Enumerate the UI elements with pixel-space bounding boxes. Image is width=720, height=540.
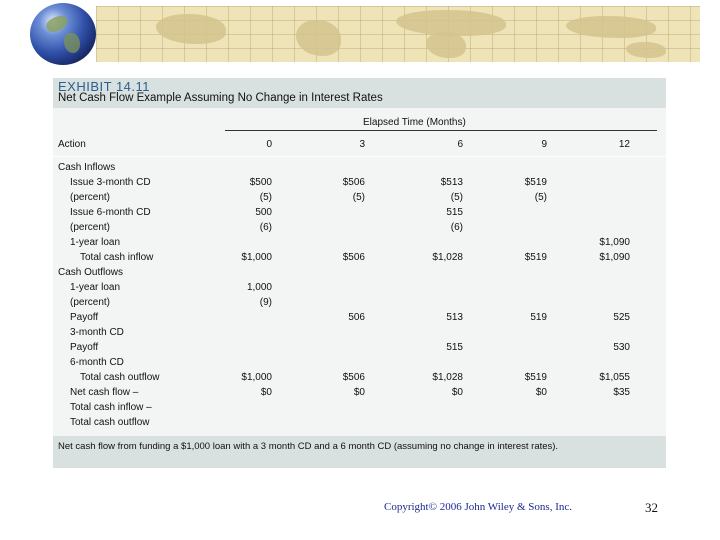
table-cell: $506 <box>342 252 365 263</box>
column-header: 12 <box>618 139 630 150</box>
exhibit-title: Net Cash Flow Example Assuming No Change in Interest Rates <box>58 92 383 104</box>
row-label: 3-month CD <box>70 327 124 338</box>
table-cell: $1,000 <box>241 372 272 383</box>
copyright-text: Copyright© 2006 John Wiley & Sons, Inc. <box>384 501 572 513</box>
table-cell: 515 <box>446 342 463 353</box>
table-row <box>53 162 666 177</box>
table-cell: 1,000 <box>246 282 272 293</box>
table-cell: (5) <box>534 192 547 203</box>
table-cell: $1,000 <box>241 252 272 263</box>
row-label: Payoff <box>70 312 99 323</box>
table-cell: $506 <box>342 372 365 383</box>
table-row <box>53 237 666 252</box>
exhibit-footnote: Net cash flow from funding a $1,000 loan with a 3 month CD and a 6 month CD (assuming no change in interest rates). <box>58 441 559 452</box>
map-continent <box>626 42 666 58</box>
table-cell: $519 <box>524 252 547 263</box>
globe-icon <box>30 3 96 65</box>
exhibit-footnote-band <box>53 436 666 468</box>
globe-landmass <box>44 14 69 35</box>
row-label: (percent) <box>70 192 111 203</box>
column-header: 6 <box>457 139 463 150</box>
table-cell: (9) <box>259 297 272 308</box>
table-cell: $500 <box>249 177 272 188</box>
table-cell: (5) <box>450 192 463 203</box>
map-continent <box>296 20 341 56</box>
table-cell: $0 <box>535 387 547 398</box>
table-cell: 515 <box>446 207 463 218</box>
row-label: Total cash outflow <box>80 372 160 383</box>
table-cell: 506 <box>348 312 365 323</box>
table-row <box>53 297 666 312</box>
row-label: Total cash outflow <box>70 417 150 428</box>
row-label: 6-month CD <box>70 357 124 368</box>
world-map-banner <box>96 6 700 62</box>
row-label: Total cash inflow <box>80 252 154 263</box>
table-row <box>53 402 666 417</box>
table-cell: $0 <box>260 387 272 398</box>
table-row <box>53 222 666 237</box>
table-cell: $506 <box>342 177 365 188</box>
table-row <box>53 357 666 372</box>
column-header: 3 <box>359 139 365 150</box>
table-header-row <box>53 134 666 156</box>
table-row <box>53 282 666 297</box>
table-row <box>53 177 666 192</box>
table-cell: (5) <box>259 192 272 203</box>
table-cell: 525 <box>613 312 630 323</box>
row-label: (percent) <box>70 222 111 233</box>
row-header-action: Action <box>58 139 86 150</box>
table-body <box>53 162 666 432</box>
table-row <box>53 327 666 342</box>
table-row <box>53 372 666 387</box>
header-rule <box>225 130 657 131</box>
table-row <box>53 387 666 402</box>
table-row <box>53 417 666 432</box>
table-cell: $0 <box>451 387 463 398</box>
row-label: Issue 6-month CD <box>70 207 151 218</box>
row-label: 1-year loan <box>70 282 121 293</box>
table-cell: 513 <box>446 312 463 323</box>
table-row <box>53 342 666 357</box>
table-row <box>53 192 666 207</box>
table-cell: $1,055 <box>599 372 630 383</box>
row-label: Cash Inflows <box>58 162 116 173</box>
table-cell: $1,028 <box>432 372 463 383</box>
row-label: Payoff <box>70 342 99 353</box>
row-label: Total cash inflow – <box>70 402 152 413</box>
table-row <box>53 267 666 282</box>
page-number: 32 <box>645 500 658 515</box>
table-cell: (6) <box>259 222 272 233</box>
table-cell: $519 <box>524 177 547 188</box>
table-cell: (5) <box>352 192 365 203</box>
row-label: Net cash flow – <box>70 387 139 398</box>
table-cell: $0 <box>353 387 365 398</box>
column-header: 0 <box>266 139 272 150</box>
row-label: Cash Outflows <box>58 267 124 278</box>
table-row <box>53 207 666 222</box>
table-cell: $35 <box>613 387 630 398</box>
map-continent <box>156 14 226 44</box>
table-row <box>53 312 666 327</box>
table-cell: 519 <box>530 312 547 323</box>
table-cell: $519 <box>524 372 547 383</box>
exhibit-header <box>53 78 666 108</box>
globe-landmass <box>64 33 80 53</box>
row-label: (percent) <box>70 297 111 308</box>
exhibit-number: EXHIBIT 14.11 <box>58 79 151 94</box>
header-separator <box>53 156 666 157</box>
table-cell: $1,090 <box>599 252 630 263</box>
map-continent <box>426 32 466 58</box>
table-cell: $513 <box>440 177 463 188</box>
column-header: 9 <box>541 139 547 150</box>
table-cell: 500 <box>255 207 272 218</box>
table-cell: $1,028 <box>432 252 463 263</box>
table-cell: $1,090 <box>599 237 630 248</box>
row-label: Issue 3-month CD <box>70 177 151 188</box>
exhibit-panel <box>53 78 666 468</box>
map-continent <box>566 16 656 38</box>
table-cell: (6) <box>450 222 463 233</box>
column-group-header: Elapsed Time (Months) <box>363 117 466 128</box>
table-cell: 530 <box>613 342 630 353</box>
table-row <box>53 252 666 267</box>
row-label: 1-year loan <box>70 237 121 248</box>
